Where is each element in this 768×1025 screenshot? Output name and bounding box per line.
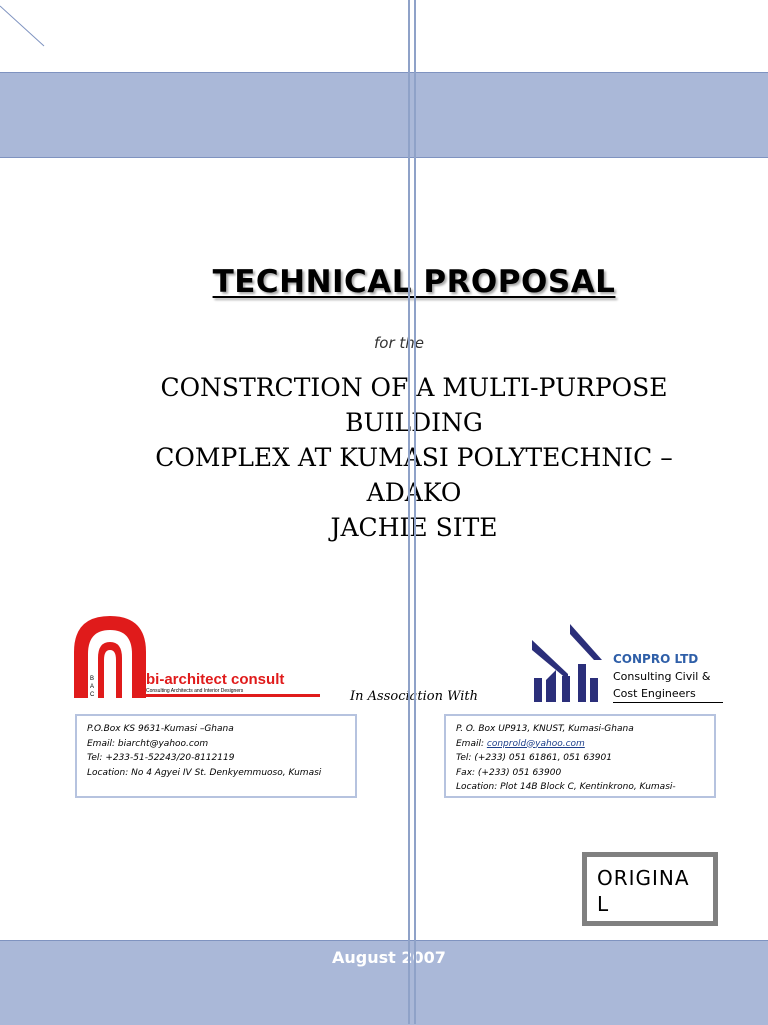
right-firm-email-link[interactable]: conprold@yahoo.com <box>486 738 585 749</box>
left-firm-location: Location: No 4 Agyei IV St. Denkyemmuoso, Kumasi <box>87 767 322 778</box>
right-firm-location: Location: Plot 14B Block C, Kentinkrono, Kumasi- <box>456 782 676 792</box>
project-title-line-1: CONSTRCTION OF A MULTI-PURPOSE BUILDING <box>160 373 668 437</box>
bi-architect-logo <box>70 612 330 702</box>
original-stamp <box>582 852 718 926</box>
corner-diagonal-line <box>0 0 60 60</box>
left-firm-email: Email: biarcht@yahoo.com <box>87 738 209 749</box>
vertical-divider-line <box>408 0 416 1024</box>
conpro-subtitle-line-1: Consulting Civil & <box>613 670 711 683</box>
logo-initial-a: A <box>90 684 95 690</box>
left-firm-address-box <box>75 714 357 798</box>
association-text: In Association With <box>350 689 478 704</box>
logo-initial-b: B <box>90 676 95 682</box>
right-firm-pobox: P. O. Box UP913, KNUST, Kumasi-Ghana <box>456 724 634 734</box>
original-stamp-line-2: L <box>597 892 610 916</box>
document-date: August 2007 <box>332 948 446 967</box>
left-firm-pobox: P.O.Box KS 9631-Kumasi –Ghana <box>87 724 234 734</box>
logo-firm-name: bi-architect consult <box>146 671 285 688</box>
right-firm-fax: Fax: (+233) 051 63900 <box>456 767 562 778</box>
logo-initial-c: C <box>90 692 95 698</box>
conpro-subtitle-line-2: Cost Engineers <box>613 687 696 700</box>
document-title: TECHNICAL PROPOSAL <box>212 264 616 300</box>
project-title-line-2: COMPLEX AT KUMASI POLYTECHNIC – ADAKO <box>155 443 673 507</box>
project-title-line-3: JACHIE SITE <box>330 513 498 542</box>
right-firm-email-row <box>456 737 704 752</box>
for-the-text: for the <box>374 334 425 352</box>
logo-firm-tagline: Consulting Architects and Interior Designers <box>146 688 244 694</box>
header-band <box>0 72 768 158</box>
right-firm-address-box <box>444 714 716 798</box>
original-stamp-line-1: ORIGINA <box>597 866 690 890</box>
left-firm-tel: Tel: +233-51-52243/20-8112119 <box>87 753 235 763</box>
right-firm-email-label: Email: <box>456 738 487 749</box>
right-firm-tel: Tel: (+233) 051 61861, 051 63901 <box>456 753 612 763</box>
conpro-subtitle <box>613 668 723 703</box>
conpro-name: CONPRO LTD <box>613 652 699 666</box>
